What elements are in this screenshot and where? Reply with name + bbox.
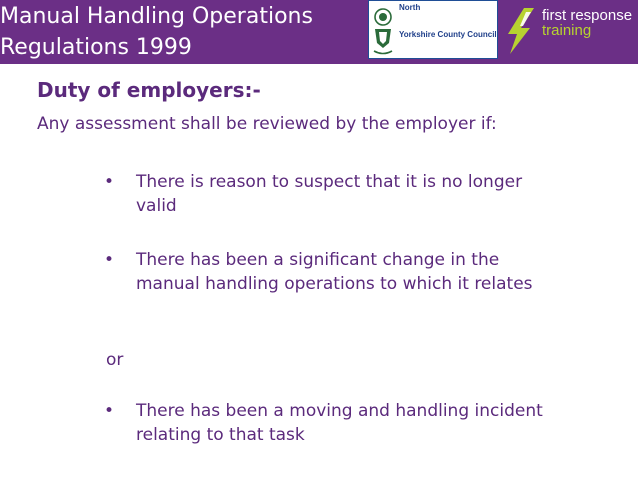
frt-wordmark-line-2: training xyxy=(542,22,592,39)
or-connector: or xyxy=(106,350,124,370)
page-title xyxy=(0,1,365,63)
frt-wordmark xyxy=(542,8,632,38)
council-crest-icon xyxy=(369,1,397,58)
frt-wordmark-line-1: first response xyxy=(542,7,633,24)
bullet-symbol: • xyxy=(104,250,115,270)
council-name xyxy=(399,3,497,40)
list-item-text: There is reason to suspect that it is no longer valid xyxy=(136,172,523,216)
list-item xyxy=(104,170,564,218)
list-item xyxy=(104,248,564,296)
page-title-line-2: Regulations 1999 xyxy=(0,35,192,60)
intro-paragraph: Any assessment shall be reviewed by the employer if: xyxy=(37,114,497,134)
list-item-text: There has been a moving and handling incident relating to that task xyxy=(136,401,543,445)
bullet-symbol: • xyxy=(104,401,115,421)
council-name-line-2: Yorkshire County Council xyxy=(399,30,497,39)
list-item-text: There has been a significant change in the manual handling operations to which it relates xyxy=(136,250,533,294)
page-title-line-1: Manual Handling Operations xyxy=(0,4,313,29)
bullet-symbol: • xyxy=(104,172,115,192)
section-heading: Duty of employers:- xyxy=(37,78,261,102)
council-name-line-1: North xyxy=(399,3,421,12)
first-response-training-logo xyxy=(504,0,638,64)
header-bar xyxy=(0,0,638,64)
list-item xyxy=(104,399,564,447)
lightning-mark-icon xyxy=(504,6,538,56)
north-yorkshire-county-council-logo xyxy=(368,0,498,59)
